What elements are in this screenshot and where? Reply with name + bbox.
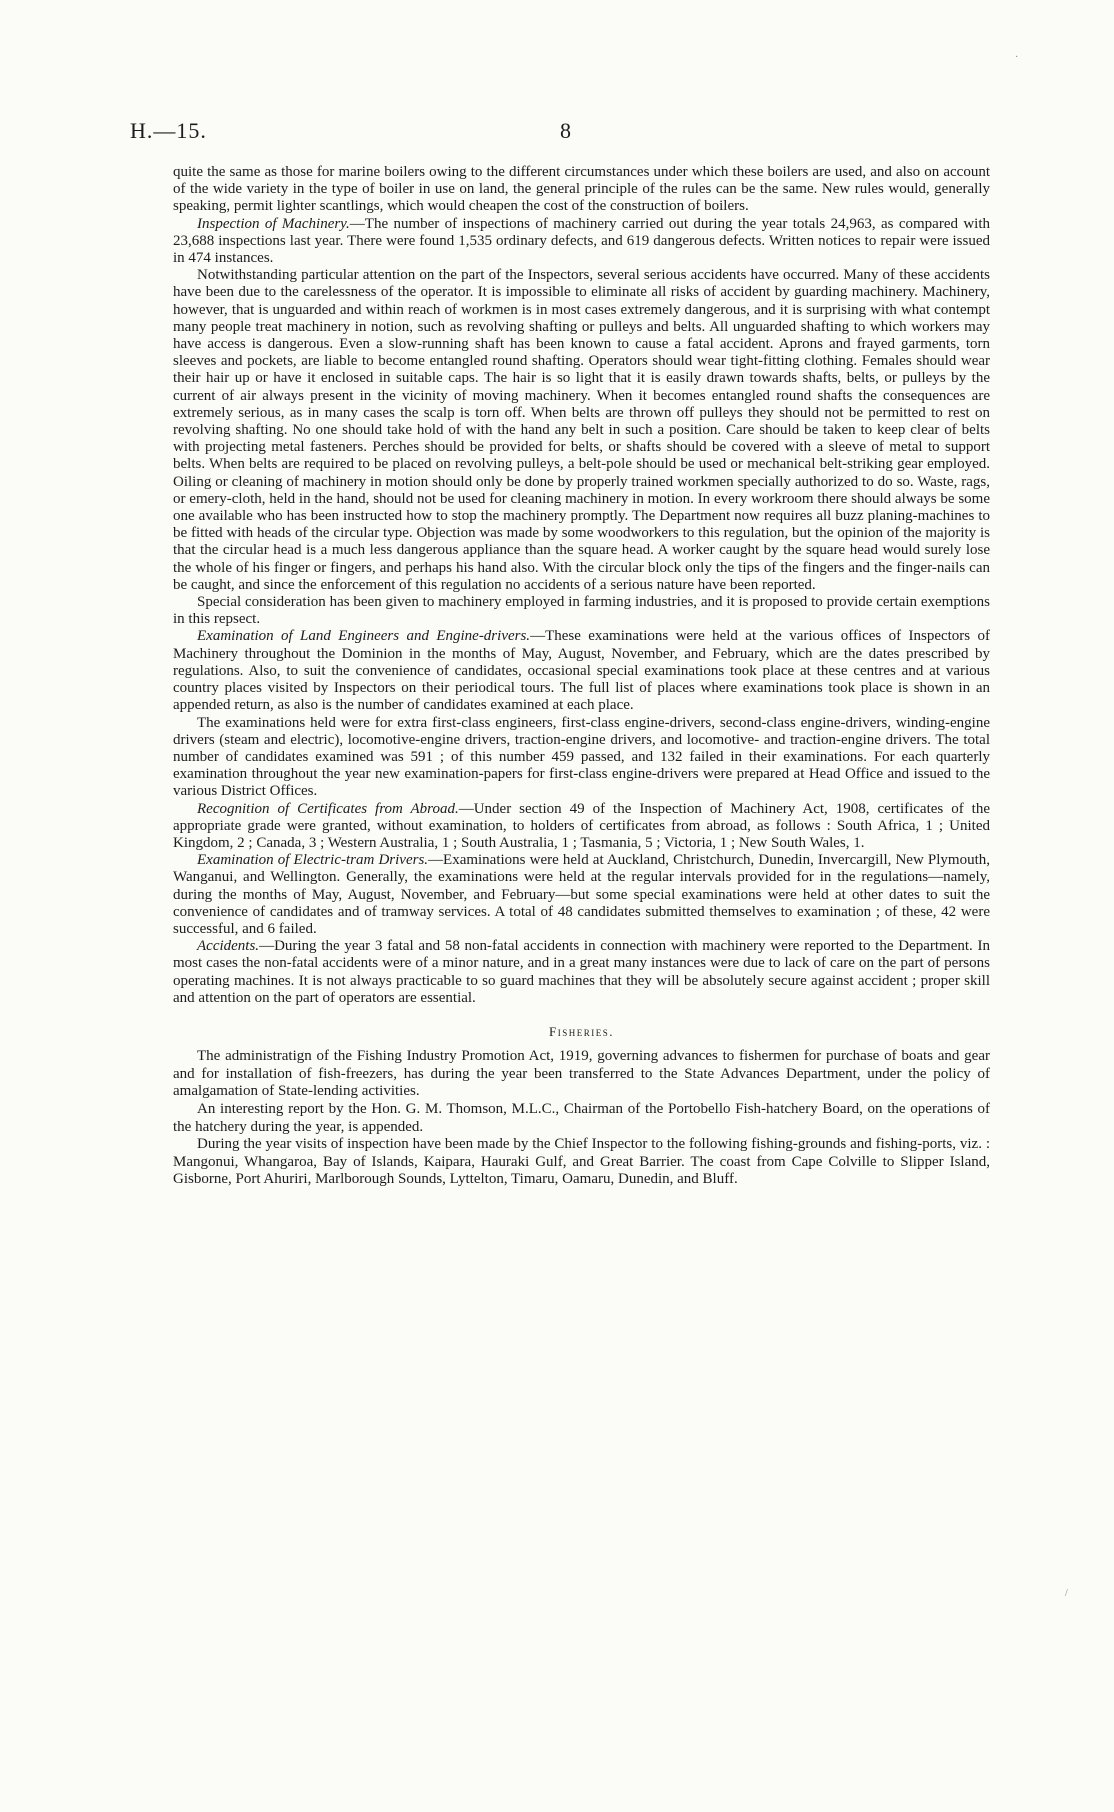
section-heading-inline: Examination of Electric-tram Drivers. [197, 852, 429, 869]
document-reference: H.—15. [130, 118, 207, 143]
paragraph-engineer-examinations: Examination of Land Engineers and Engine-drivers.—These examinations were held at the various offices of Inspectors of Machinery throughout the Dominion in the months of May, August, November, and February, which are the dates prescribed by regulations. Also, to suit the convenience of candidates, occasional special examinations took place at these centres and at various country places visited by Inspectors on their periodical tours. The full list of places where examinations took place is shown in an appended return, as also is the number of candidates examined at each place. [173, 628, 991, 714]
paragraph-farming-exemptions: Special consideration has been given to machinery employed in farming industries, and it is proposed to provide certain exemptions in this repsect. [173, 594, 990, 628]
paragraph-hatchery-report: An interesting report by the Hon. G. M. Thomson, M.L.C., Chairman of the Portobello Fish-hatchery Board, on the operations of the hatchery during the year, is appended. [173, 1100, 990, 1135]
page-header [130, 118, 590, 148]
paragraph-inspection-of-machinery: Inspection of Machinery.—The number of inspections of machinery carried out during the year totals 24,963, as compared with 23,688 inspections last year. There were found 1,535 ordinary defects, and 619 dangerous defects. Written notices to repair were issued in 474 instances. [173, 215, 991, 267]
section-heading-inline: Inspection of Machinery. [197, 215, 350, 232]
page-number: 8 [560, 118, 571, 143]
section-heading-inline: Accidents. [197, 938, 260, 955]
paragraph-examination-results: The examinations held were for extra first-class engineers, first-class engine-drivers, second-class engine-drivers, winding-engine drivers (steam and electric), locomotive-engine drivers, traction-engine drivers, and locomotive- and traction-engine drivers. The total number of candidates examined was 591 ; of this number 459 passed, and 132 failed in their examinations. For each quarterly examination throughout the year new examination-papers for first-class engine-drivers were prepared at Head Office and issued to the various District Offices. [173, 714, 990, 800]
paragraph-electric-tram-drivers: Examination of Electric-tram Drivers.—Examinations were held at Auckland, Christchurch, Dunedin, Invercargill, New Plymouth, Wanganui, and Wellington. Generally, the examinations were held at the regular intervals provided for in the regulations—namely, during the months of May, August, November, and February—but some special examinations were held at other dates to suit the convenience of candidates and of tramway services. A total of 48 candidates submitted themselves to examination ; of these, 42 were successful, and 6 failed. [173, 852, 990, 937]
scan-speck: / [1065, 1588, 1068, 1599]
fisheries-section [173, 1048, 990, 1189]
section-heading-inline: Examination of Land Engineers and Engine-drivers. [197, 628, 531, 645]
paragraph-inspection-visits: During the year visits of inspection have been made by the Chief Inspector to the following fishing-grounds and fishing-ports, viz. : Mangonui, Whangaroa, Bay of Islands, Kaipara, Hauraki Gulf, and Great Barrier. The coast from Cape Colville to Slipper Island, Gisborne, Port Ahuriri, Marlborough Sounds, Lyttelton, Timaru, Oamaru, Dunedin, and Bluff. [173, 1136, 990, 1188]
section-heading-inline: Recognition of Certificates from Abroad. [197, 800, 459, 817]
scan-speck: · [1015, 52, 1019, 63]
paragraph-certificates-abroad: Recognition of Certificates from Abroad.—Under section 49 of the Inspection of Machinery Act, 1908, certificates of the appropriate grade were granted, without examination, to holders of certificates from abroad, as follows : South Africa, 1 ; United Kingdom, 2 ; Canada, 3 ; Western Australia, 1 ; South Australia, 1 ; Tasmania, 5 ; Victoria, 1 ; New South Wales, 1. [173, 800, 991, 851]
document-body [173, 164, 990, 1189]
fisheries-heading: Fisheries. [549, 1023, 614, 1039]
paragraph-accidents: Accidents.—During the year 3 fatal and 58 non-fatal accidents in connection with machinery were reported to the Department. In most cases the non-fatal accidents were of a minor nature, and in a great many instances were due to lack of care on the part of persons operating machines. It is not always practicable to so guard machines that they will be absolutely secure against accident ; proper skill and attention on the part of operators are essential. [173, 938, 990, 1006]
paragraph-boiler-rules: quite the same as those for marine boilers owing to the different circumstances under which these boilers are used, and also on account of the wide variety in the type of boiler in use on land, the general principle of the rules can be the same. New rules would, generally speaking, permit lighter scantlings, which would cheapen the cost of the construction of boilers. [173, 164, 990, 215]
paragraph-accident-precautions: Notwithstanding particular attention on the part of the Inspectors, several serious accidents have occurred. Many of these accidents have been due to the carelessness of the operator. It is impossible to eliminate all risks of accident by guarding machinery. Machinery, however, that is unguarded and within reach of workmen is in most cases extremely dangerous, and it is surprising with what contempt many people treat machinery in notion, such as revolving shafting or pulleys and belts. All unguarded shafting to which workers may have access is dangerous. Even a slow-running shaft has been known to cause a fatal accident. Aprons and frayed garments, torn sleeves and pockets, are liable to become entangled round shafting. Operators should wear tight-fitting clothing. Females should wear their hair up or have it enclosed in suitable caps. The hair is so light that it is easily drawn towards shafts, belts, or pulleys by the current of air always present in the vicinity of moving machinery. When it becomes entangled round shafts the consequences are extremely serious, as in many cases the scalp is torn off. When belts are thrown off pulleys they should not be permitted to rest on revolving shafting. No one should take hold of with the hand any belt in such a position. Care should be taken to keep clear of belts with projecting metal fasteners. Perches should be provided for belts, or shafts should be covered with a sleeve of metal to support belts. When belts are required to be placed on revolving pulleys, a belt-pole should be used or mechanical belt-striking gear employed. Oiling or cleaning of machinery in motion should only be done by properly trained workmen specially authorized to do so. Waste, rags, or emery-cloth, held in the hand, should not be used for cleaning machinery in motion. In every workroom there should always be some one available who has been instructed how to stop the machinery promptly. The Department now requires all buzz planing-machines to be fitted with heads of the circular type. Objection was made by some woodworkers to this regulation, but the opinion of the majority is that the circular head is a much less dangerous appliance than the square head. A worker caught by the square head would surely lose the whole of his finger or fingers, and perhaps his hand also. With the circular block only the tips of the fingers and the finger-nails can be caught, and since the enforcement of this regulation no accidents of a serious nature have been reported. [173, 267, 990, 593]
paragraph-fishing-industry-act: The administratign of the Fishing Industry Promotion Act, 1919, governing advances to fishermen for purchase of boats and gear and for installation of fish-freezers, has during the year been transferred to the State Advances Department, under the policy of amalgamation of State-lending activities. [173, 1048, 990, 1100]
